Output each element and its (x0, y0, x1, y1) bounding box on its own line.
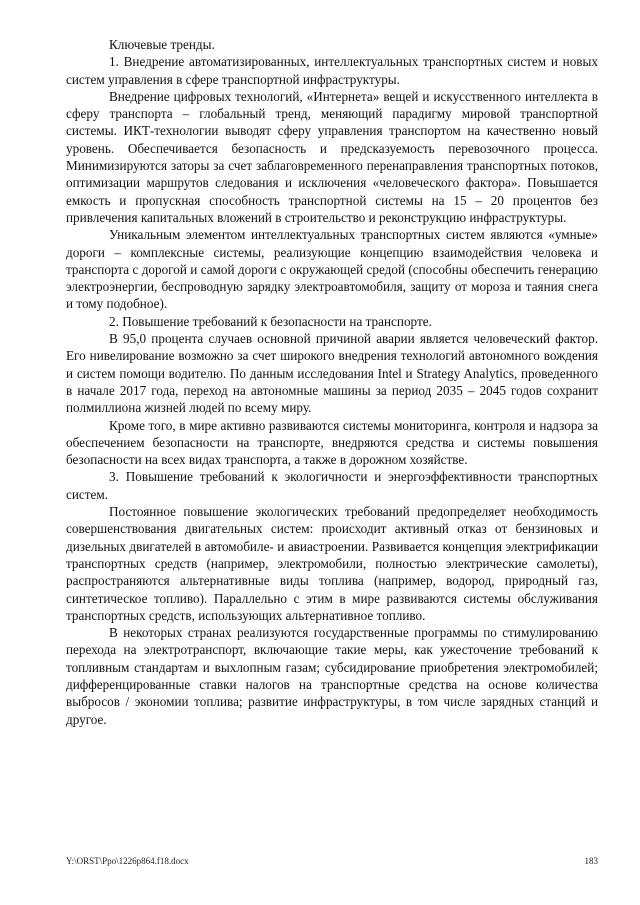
paragraph-trend-3-heading: 3. Повышение требований к экологичности и энергоэффективности транспортных систем. (66, 469, 598, 502)
paragraph-digital-tech: Внедрение цифровых технологий, «Интернета» вещей и искусственного интеллекта в сферу транспорта – глобальный тренд, меняющий парадигму мировой транспортной системы. ИКТ-технологии выводят сферу управления транспортом на качественно новый уровень. Обеспечивается безопасность и предсказуемость перевозочного процесса. Минимизируются заторы за счет заблаговременного перенаправления транспортных потоков, оптимизации маршрутов следования и исключения «человеческого фактора». Повышается емкость и пропускная способность транспортной системы на 15 – 20 процентов без привлечения капитальных вложений в строительство и реконструкцию инфраструктуры. (66, 88, 598, 225)
page-number: 183 (584, 856, 598, 866)
document-body (66, 36, 598, 728)
paragraph-state-programs: В некоторых странах реализуются государственные программы по стимулированию перехода на электротранспорт, включающие такие меры, как ужесточение требований к топливным стандартам и выхлопным газам; субсидирование приобретения электромобилей; дифференцированные ставки налогов на транспортные средства на основе количества выбросов / экономии топлива; развитие инфраструктуры, в том числе зарядных станций и другое. (66, 625, 598, 727)
page-footer (66, 856, 598, 867)
paragraph-trend-1-heading: 1. Внедрение автоматизированных, интеллектуальных транспортных систем и новых систем управления в сфере транспортной инфраструктуры. (66, 54, 598, 87)
paragraph-human-factor: В 95,0 процента случаев основной причиной аварии является человеческий фактор. Его нивелирование возможно за счет широкого внедрения технологий автономного вождения и систем помощи водителю. По данным исследования Intel и Strategy Analytics, проведенного в начале 2017 года, переход на автономные машины за период 2035 – 2045 годов сохранит полмиллиона жизней людей по всему миру. (66, 331, 598, 416)
paragraph-trend-2-heading: 2. Повышение требований к безопасности на транспорте. (109, 313, 432, 329)
footer-file-path: Y:\ORST\Ppo\1226p864.f18.docx (66, 856, 189, 866)
paragraph-smart-roads: Уникальным элементом интеллектуальных транспортных систем являются «умные» дороги – комплексные системы, реализующие концепцию взаимодействия человека и транспорта с дорогой и самой дороги с окружающей средой (способны обеспечить генерацию электроэнергии, беспроводную зарядку электроавтомобиля, защиту от мороза и таяния снега и тому подобное). (66, 227, 598, 312)
paragraph-ecology: Постоянное повышение экологических требований предопределяет необходимость совершенствования двигательных систем: происходит активный отказ от бензиновых и дизельных двигателей в автомобиле- и авиастроении. Развивается концепция электрификации транспортных средств (например, электромобили, полностью электрические самолеты), распространяются альтернативные виды топлива (например, водород, природный газ, синтетическое топливо). Параллельно с этим в мире развиваются системы обслуживания транспортных средств, использующих альтернативное топливо. (66, 504, 598, 623)
paragraph-monitoring: Кроме того, в мире активно развиваются системы мониторинга, контроля и надзора за обеспечением безопасности на транспорте, внедряются средства и системы повышения безопасности на всех видах транспорта, а также в дорожном хозяйстве. (66, 417, 598, 468)
paragraph-key-trends: Ключевые тренды. (109, 37, 215, 52)
